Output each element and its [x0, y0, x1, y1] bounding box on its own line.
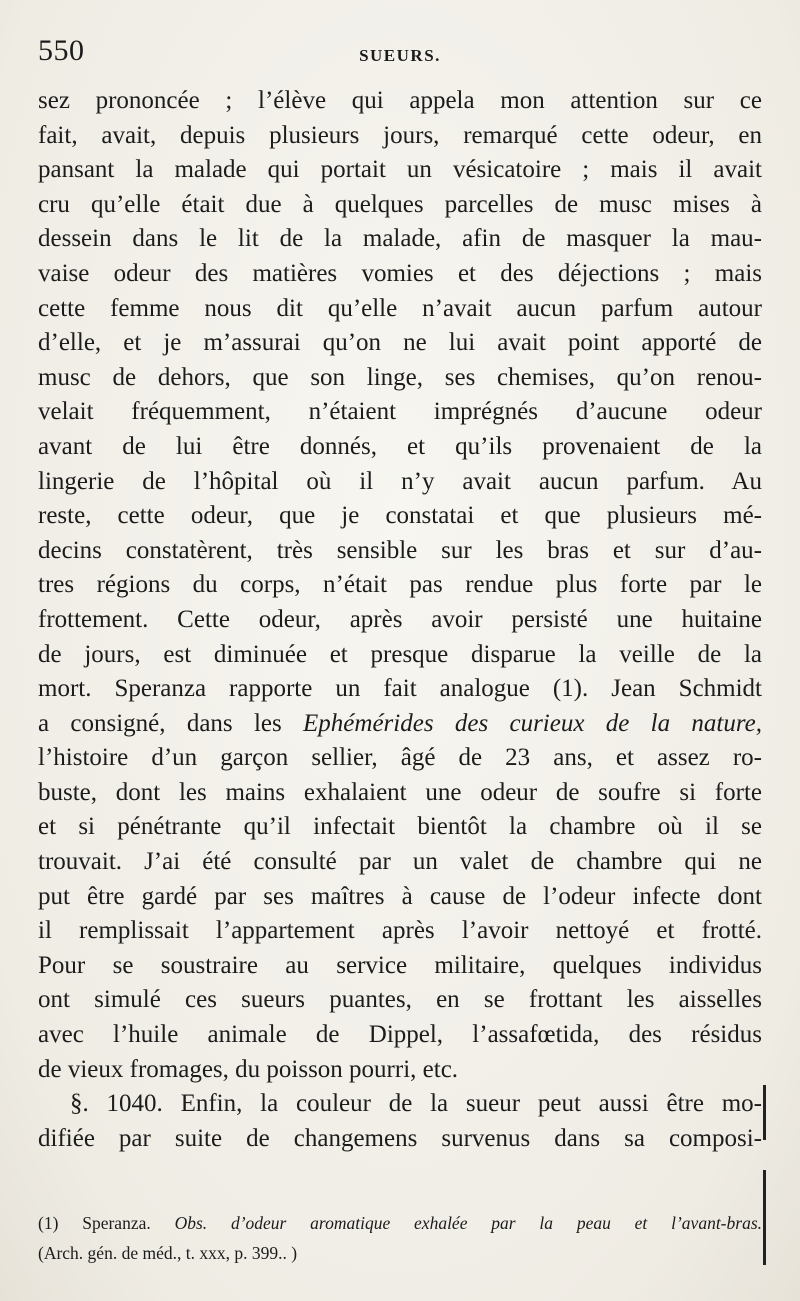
text-line: velait fréquemment, n’étaient imprégnés d’aucune odeur — [38, 398, 762, 426]
text-line: sez prononcée ; l’élève qui appela mon attention sur ce — [38, 87, 762, 114]
text-line-with-italic-title — [38, 707, 762, 742]
text-line: de jours, est diminuée et presque disparue la veille de la — [38, 640, 762, 668]
text-line: dessein dans le lit de la malade, afin de masquer la mau- — [38, 225, 762, 253]
footnote-marker: (1) Speranza. — [38, 1213, 151, 1233]
footnote-italic-title: Obs. d’odeur aromatique exhalée par la peau et l’avant-bras. — [174, 1213, 762, 1233]
italic-book-title: Ephémérides des curieux de la nature, — [303, 709, 762, 737]
text-line: difiée par suite de changemens survenus dans sa composi- — [38, 1124, 762, 1152]
text-line: vaise odeur des matières vomies et des déjections ; mais — [38, 259, 762, 287]
footnote — [38, 1208, 762, 1268]
text-line: cette femme nous dit qu’elle n’avait aucun parfum autour — [38, 294, 762, 322]
text-line: frottement. Cette odeur, après avoir persisté une huitaine — [38, 605, 762, 633]
text-line: Pour se soustraire au service militaire, quelques individus — [38, 951, 762, 979]
text-line: buste, dont les mains exhalaient une odeur de soufre si forte — [38, 778, 762, 806]
text-line: decins constatèrent, très sensible sur les bras et sur d’au- — [38, 536, 762, 564]
text-line: reste, cette odeur, que je constatai et que plusieurs mé- — [38, 502, 762, 530]
body-text — [38, 84, 762, 1156]
page-edge-mark — [763, 1085, 766, 1140]
footnote-line: (Arch. gén. de méd., t. xxx, p. 399.. ) — [38, 1243, 298, 1263]
text-line: avec l’huile animale de Dippel, l’assafœtida, des résidus — [38, 1021, 762, 1049]
text-line: mort. Speranza rapporte un fait analogue (1). Jean Schmidt — [38, 675, 762, 703]
text-line: musc de dehors, que son linge, ses chemises, qu’on renou- — [38, 363, 762, 391]
text-line: fait, avait, depuis plusieurs jours, remarqué cette odeur, en — [38, 121, 762, 149]
text-line: de vieux fromages, du poisson pourri, etc. — [38, 1055, 459, 1083]
text-fragment: a consigné, dans les — [38, 709, 304, 737]
text-line: d’elle, et je m’assurai qu’on ne lui avait point apporté de — [38, 329, 762, 357]
running-title: SUEURS. — [359, 46, 441, 65]
text-line: cru qu’elle était due à quelques parcelles de musc mises à — [38, 190, 762, 218]
paragraph-start-line: §. 1040. Enfin, la couleur de la sueur peut aussi être mo- — [70, 1090, 762, 1118]
text-line: il remplissait l’appartement après l’avoir nettoyé et frotté. — [38, 917, 762, 945]
page-header — [38, 30, 762, 74]
text-line: ont simulé ces sueurs puantes, en se frottant les aisselles — [38, 986, 762, 1014]
text-line: tres régions du corps, n’était pas rendue plus forte par le — [38, 571, 762, 599]
page-edge-mark — [763, 1170, 766, 1265]
text-line: et si pénétrante qu’il infectait bientôt la chambre où il se — [38, 813, 762, 841]
text-line: trouvait. J’ai été consulté par un valet de chambre qui ne — [38, 848, 762, 876]
text-line: pansant la malade qui portait un vésicatoire ; mais il avait — [38, 156, 762, 184]
text-line: put être gardé par ses maîtres à cause de l’odeur infecte dont — [38, 882, 762, 910]
text-line: l’histoire d’un garçon sellier, âgé de 23 ans, et assez ro- — [38, 744, 762, 772]
page-number: 550 — [38, 34, 85, 67]
text-line: lingerie de l’hôpital où il n’y avait aucun parfum. Au — [38, 467, 762, 495]
text-line: avant de lui être donnés, et qu’ils provenaient de la — [38, 432, 762, 460]
footnote-line — [38, 1208, 762, 1238]
